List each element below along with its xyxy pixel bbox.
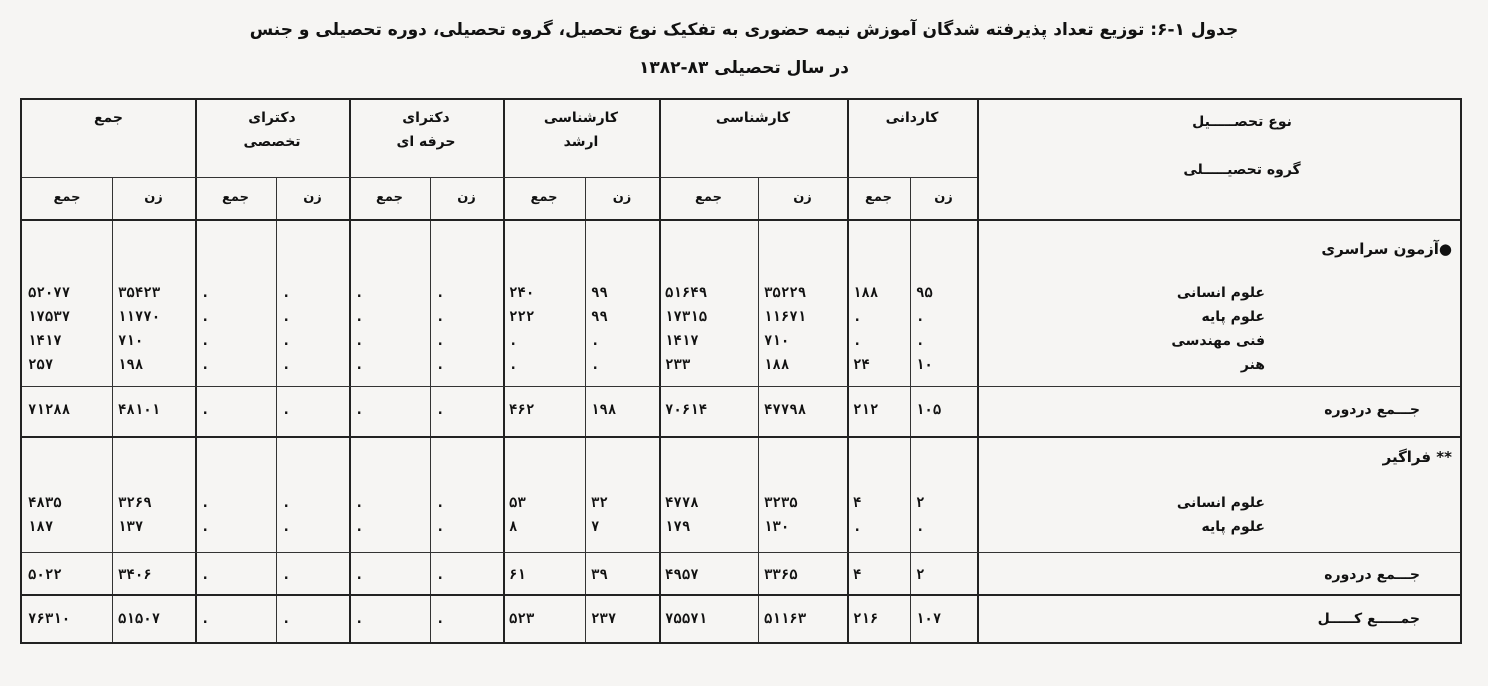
subheader-total: جمع [530, 190, 558, 205]
grand-total-value: ۷۵۵۷۱ [665, 611, 708, 627]
row-value: ۴۸۳۵ [28, 495, 62, 511]
row-value: . [201, 333, 210, 349]
row-value: . [282, 309, 291, 325]
subtotal-value: . [355, 402, 364, 418]
row-value: . [436, 333, 445, 349]
row-value: . [282, 519, 291, 535]
row-value: . [509, 333, 518, 349]
row-value: ۱۴۱۷ [665, 333, 699, 349]
subheader-female: زن [612, 190, 632, 205]
row-value: . [282, 333, 291, 349]
row-value: ۱۳۰ [764, 519, 790, 535]
row-value: . [355, 309, 364, 325]
subtotal-value: ۴۸۱۰۱ [118, 402, 161, 418]
column-group-header-line2: ارشد [563, 134, 599, 150]
row-value: . [282, 285, 291, 301]
column-group-header-line2: حرفه ای [396, 134, 456, 150]
column-group-header: دکترای [248, 110, 296, 126]
subheader-total: جمع [222, 190, 249, 205]
row-label: فنی مهندسی [1171, 333, 1265, 349]
subtotal-value: ۳۳۶۵ [764, 567, 798, 583]
row-value: ۲۳۳ [665, 357, 691, 373]
row-value: ۲۵۷ [28, 357, 54, 373]
row-value: ۱۷۳۱۵ [665, 309, 708, 325]
subtotal-value: . [201, 402, 210, 418]
row-value: ۱۹۸ [118, 357, 144, 373]
row-value: ۹۹ [591, 285, 608, 301]
subheader-total: جمع [53, 190, 81, 205]
row-value: . [201, 495, 210, 511]
grid-line [22, 594, 1460, 596]
subtotal-value: . [201, 567, 210, 583]
row-value: . [436, 519, 445, 535]
column-group-header: کارشناسی [715, 110, 791, 126]
row-value: . [916, 333, 925, 349]
subtotal-value: ۴۷۷۹۸ [764, 402, 807, 418]
subtotal-value: ۴۹۵۷ [665, 567, 699, 583]
row-value: ۱۱۷۷۰ [118, 309, 161, 325]
row-value: ۵۲۰۷۷ [28, 285, 71, 301]
row-value: ۲۴۰ [509, 285, 535, 301]
row-value: ۱۰ [916, 357, 933, 373]
row-value: . [591, 357, 600, 373]
grand-total-value: ۵۱۱۶۳ [764, 611, 807, 627]
grand-total-value: . [436, 611, 445, 627]
row-value: ۹۵ [916, 285, 933, 301]
grand-total-label: جمـــــع کـــــل [1317, 611, 1420, 627]
subtotal-value: ۴۶۲ [509, 402, 535, 418]
subtotal-label: جـــمع دردوره [1324, 402, 1420, 418]
subtotal-value: ۷۱۲۸۸ [28, 402, 71, 418]
subtotal-label: جـــمع دردوره [1324, 567, 1420, 583]
row-value: ۱۸۸ [764, 357, 790, 373]
table-subtitle: در سال تحصیلی ۸۳-۱۳۸۲ [639, 58, 849, 78]
row-value: . [436, 285, 445, 301]
grand-total-value: . [201, 611, 210, 627]
row-value: . [355, 285, 364, 301]
grid-line [22, 177, 977, 178]
subtotal-value: ۴ [853, 567, 862, 583]
subtotal-value: ۱۹۸ [591, 402, 617, 418]
row-value: ۷۱۰ [764, 333, 790, 349]
section-title: ** فراگیر [1382, 448, 1452, 466]
row-value: ۲۴ [853, 357, 870, 373]
row-value: ۷ [591, 519, 600, 535]
row-value: . [436, 357, 445, 373]
table-title: جدول ۱-۶: توزیع تعداد پذیرفته شدگان آموزش نیمه حضوری به تفکیک نوع تحصیل، گروه تحصیلی، دوره تحصیلی و جنس [249, 20, 1239, 40]
row-value: ۱۱۶۷۱ [764, 309, 807, 325]
grand-total-value: ۱۰۷ [916, 611, 942, 627]
row-value: ۱۸۷ [28, 519, 54, 535]
subtotal-value: ۲۱۲ [853, 402, 879, 418]
column-group-header-line2: تخصصی [243, 134, 301, 150]
row-value: . [282, 495, 291, 511]
row-value: ۱۷۵۳۷ [28, 309, 71, 325]
row-value: ۲ [916, 495, 925, 511]
subtotal-value: ۳۹ [591, 567, 608, 583]
row-value: . [436, 495, 445, 511]
row-value: . [282, 357, 291, 373]
row-value: . [355, 333, 364, 349]
row-value: ۱۸۸ [853, 285, 879, 301]
row-value: ۳۵۲۲۹ [764, 285, 807, 301]
column-group-header: کاردانی [885, 110, 939, 126]
grand-total-value: ۲۱۶ [853, 611, 879, 627]
grand-total-value: ۷۶۳۱۰ [28, 611, 71, 627]
grid-line [22, 219, 1460, 221]
subheader-total: جمع [695, 190, 722, 205]
subheader-female: زن [303, 190, 322, 205]
subtotal-value: . [282, 567, 291, 583]
grand-total-value: ۵۱۵۰۷ [118, 611, 161, 627]
row-value: ۳۲۳۵ [764, 495, 798, 511]
grand-total-value: . [282, 611, 291, 627]
subtotal-value: . [355, 567, 364, 583]
row-value: ۵۱۶۴۹ [665, 285, 708, 301]
row-value: . [916, 309, 925, 325]
row-value: . [509, 357, 518, 373]
column-group-header: دکترای [402, 110, 450, 126]
grid-line [22, 386, 1460, 387]
row-label: علوم پایه [1201, 309, 1265, 325]
row-value: . [436, 309, 445, 325]
row-value: ۳۲ [591, 495, 608, 511]
row-label: هنر [1240, 357, 1265, 373]
subheader-female: زن [793, 190, 812, 205]
row-value: ۳۲۶۹ [118, 495, 152, 511]
subtotal-value: ۳۴۰۶ [118, 567, 152, 583]
row-value: ۷۱۰ [118, 333, 144, 349]
column-group-header: جمع [93, 110, 124, 126]
subheader-female: زن [457, 190, 476, 205]
row-value: . [201, 519, 210, 535]
section-title: ●آزمون سراسری [1321, 240, 1452, 258]
row-value: . [355, 495, 364, 511]
data-table [20, 98, 1462, 644]
subheader-total: جمع [376, 190, 403, 205]
row-value: . [591, 333, 600, 349]
row-label: علوم انسانی [1176, 495, 1265, 511]
row-value: . [201, 357, 210, 373]
row-label: علوم انسانی [1176, 285, 1265, 301]
subheader-female: زن [144, 190, 163, 205]
row-value: ۳۵۴۲۳ [118, 285, 161, 301]
row-value: . [355, 519, 364, 535]
subtotal-value: ۱۰۵ [916, 402, 942, 418]
subtotal-value: ۶۱ [509, 567, 526, 583]
grand-total-value: . [355, 611, 364, 627]
subtotal-value: ۲ [916, 567, 925, 583]
subheader-total: جمع [865, 190, 892, 205]
row-value: ۹۹ [591, 309, 608, 325]
row-label: علوم پایه [1201, 519, 1265, 535]
group-header: گروه تحصیـــــلی [1183, 162, 1301, 178]
subtotal-value: ۷۰۶۱۴ [665, 402, 708, 418]
row-value: . [853, 333, 862, 349]
row-value: . [853, 519, 862, 535]
type-header: نوع تحصـــــیل [1192, 114, 1292, 130]
row-value: ۲۲۲ [509, 309, 535, 325]
row-value: ۱۴۱۷ [28, 333, 62, 349]
row-value: ۸ [509, 519, 518, 535]
grid-line [22, 436, 1460, 438]
grand-total-value: ۵۲۳ [509, 611, 535, 627]
row-value: . [201, 285, 210, 301]
row-value: . [853, 309, 862, 325]
grid-line [22, 552, 1460, 553]
subtotal-value: . [282, 402, 291, 418]
row-value: . [355, 357, 364, 373]
subtotal-value: ۵۰۲۲ [28, 567, 62, 583]
row-value: ۵۳ [509, 495, 526, 511]
row-value: ۴۷۷۸ [665, 495, 699, 511]
subtotal-value: . [436, 567, 445, 583]
row-value: ۱۷۹ [665, 519, 691, 535]
grand-total-value: ۲۳۷ [591, 611, 617, 627]
subtotal-value: . [436, 402, 445, 418]
column-group-header: کارشناسی [543, 110, 619, 126]
row-value: ۱۳۷ [118, 519, 144, 535]
row-value: . [201, 309, 210, 325]
row-value: . [916, 519, 925, 535]
subheader-female: زن [934, 190, 953, 205]
row-value: ۴ [853, 495, 862, 511]
